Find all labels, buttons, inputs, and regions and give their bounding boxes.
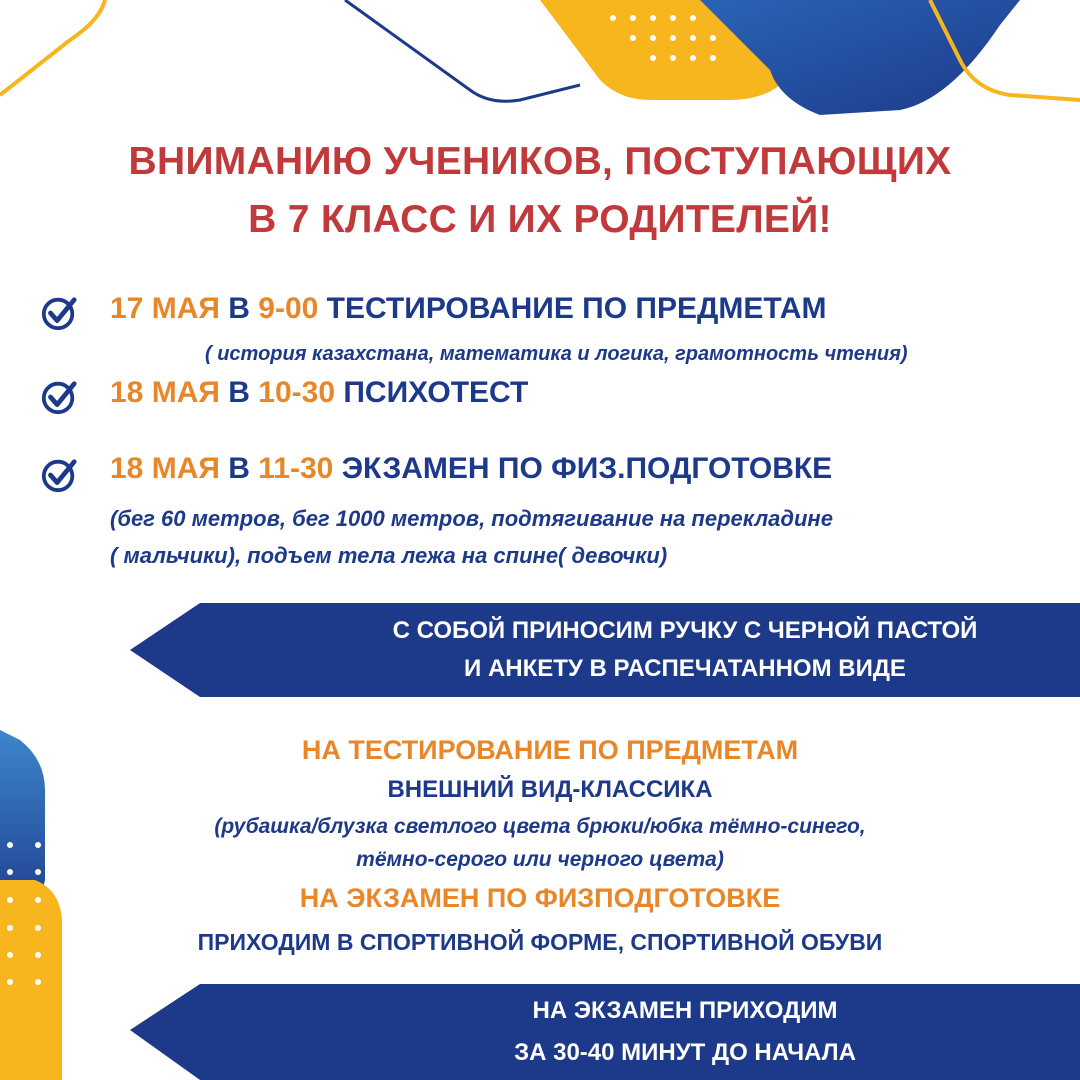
- arrival-banner-line-1: НА ЭКЗАМЕН ПРИХОДИМ: [532, 997, 838, 1024]
- check-icon: [40, 456, 78, 494]
- bring-banner-line-2: И АНКЕТУ В РАСПЕЧАТАННОМ ВИДЕ: [464, 655, 906, 682]
- testing-detail-1: (рубашка/блузка светлого цвета брюки/юбка тёмно-синего,: [214, 815, 866, 838]
- bring-banner: [340, 612, 1030, 688]
- arrival-banner-line-2: ЗА 30-40 МИНУТ ДО НАЧАЛА: [514, 1039, 856, 1066]
- schedule-time: 10-30: [258, 376, 336, 409]
- page-title: [0, 133, 1080, 249]
- schedule-time: 11-30: [258, 452, 334, 485]
- schedule-time: 9-00: [258, 292, 319, 325]
- title-line-2: В 7 КЛАСС И ИХ РОДИТЕЛЕЙ!: [248, 198, 832, 241]
- testing-detail-2: тёмно-серого или черного цвета): [356, 848, 724, 871]
- schedule-event: ЭКЗАМЕН ПО ФИЗ.ПОДГОТОВКЕ: [341, 452, 833, 485]
- exam-style: ПРИХОДИМ В СПОРТИВНОЙ ФОРМЕ, СПОРТИВНОЙ ОБУВИ: [197, 929, 883, 955]
- testing-heading: НА ТЕСТИРОВАНИЕ ПО ПРЕДМЕТАМ: [301, 735, 799, 765]
- schedule-event: ПСИХОТЕСТ: [343, 376, 529, 409]
- check-icon: [40, 378, 78, 416]
- schedule-in: В: [228, 292, 250, 325]
- schedule-date: 18 МАЯ: [110, 376, 220, 409]
- dress-code: [0, 730, 1080, 964]
- schedule-in: В: [228, 376, 250, 409]
- arrival-banner: [400, 990, 970, 1074]
- schedule-note-1: ( история казахстана, математика и логика, грамотность чтения): [205, 343, 908, 365]
- schedule-note-3-line-2: ( мальчики), подъем тела лежа на спине( девочки): [110, 543, 668, 568]
- title-line-1: ВНИМАНИЮ УЧЕНИКОВ, ПОСТУПАЮЩИХ: [128, 140, 952, 183]
- schedule-date: 17 МАЯ: [110, 292, 220, 325]
- schedule-line: [110, 292, 826, 326]
- schedule-line: [110, 452, 832, 486]
- testing-style: ВНЕШНИЙ ВИД-КЛАССИКА: [387, 776, 713, 803]
- exam-heading: НА ЭКЗАМЕН ПО ФИЗПОДГОТОВКЕ: [299, 883, 781, 913]
- schedule-date: 18 МАЯ: [110, 452, 220, 485]
- schedule-line: [110, 376, 528, 410]
- schedule-in: В: [228, 452, 250, 485]
- check-icon: [40, 294, 78, 332]
- bring-banner-line-1: С СОБОЙ ПРИНОСИМ РУЧКУ С ЧЕРНОЙ ПАСТОЙ: [392, 617, 978, 644]
- schedule-note-3-line-1: (бег 60 метров, бег 1000 метров, подтягивание на перекладине: [110, 506, 833, 531]
- schedule-event: ТЕСТИРОВАНИЕ ПО ПРЕДМЕТАМ: [326, 292, 827, 325]
